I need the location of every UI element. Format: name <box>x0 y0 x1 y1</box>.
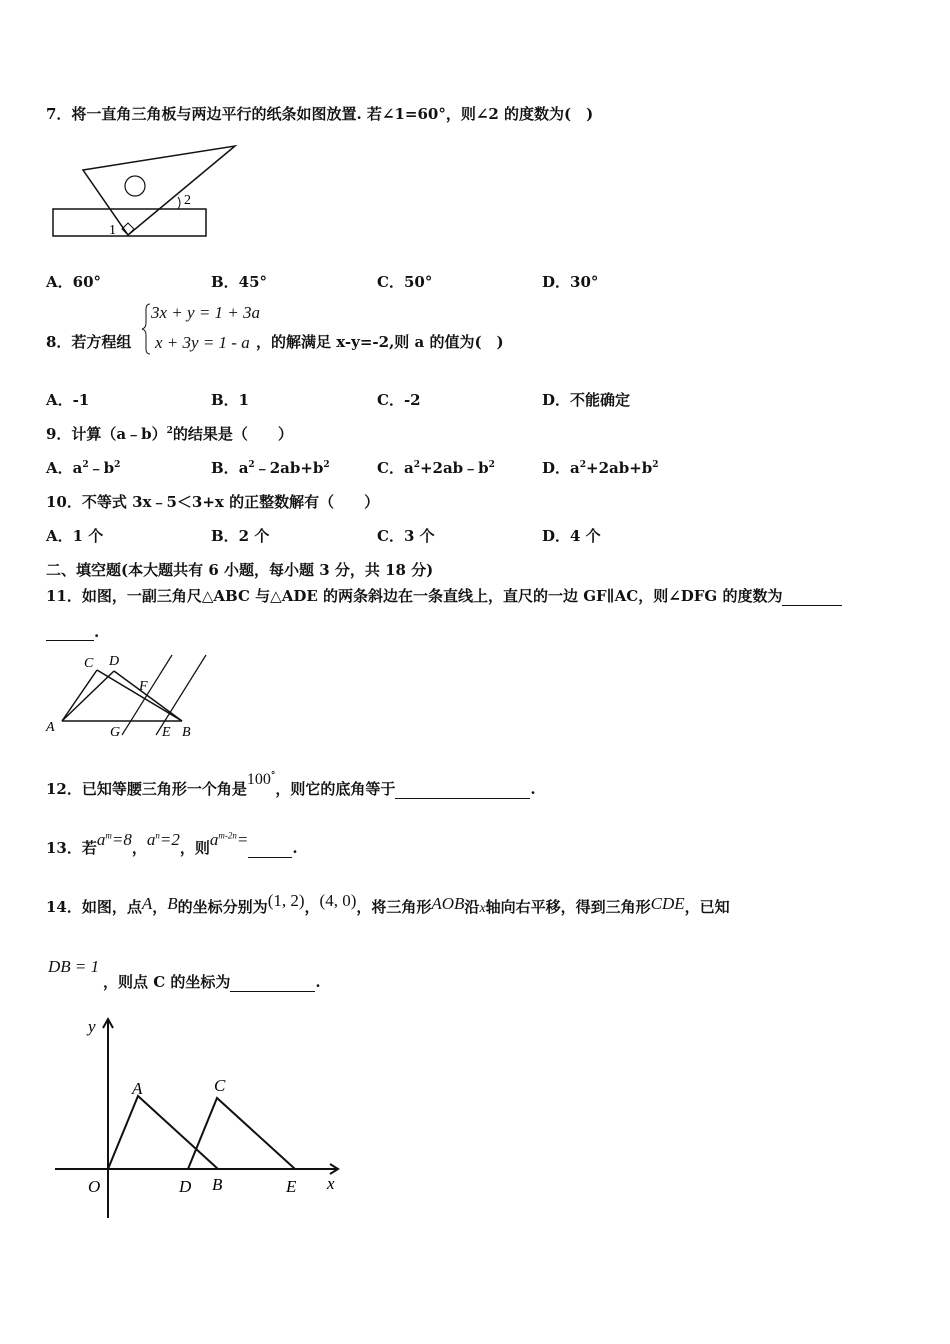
q11-label-c: C <box>84 656 94 671</box>
q7-option-b: B．45° <box>211 273 268 291</box>
q14-label-a: A <box>132 1079 143 1098</box>
q8-equation-1: 3x + y = 1 + 3a <box>151 303 261 322</box>
q11-label-f: F <box>139 679 148 694</box>
q14-answer-blank[interactable] <box>230 973 315 992</box>
q11-label-a: A <box>46 720 55 735</box>
q14-label-x: x <box>327 1174 335 1193</box>
q9-option-b: B．$a^2﹣2ab+b^2$ <box>211 459 330 477</box>
q10-option-a: A．1 个 <box>46 527 104 545</box>
q14-label-e: E <box>286 1177 297 1196</box>
q12-text: 12．已知等腰三角形一个角是100°，则它的底角等于 . <box>46 771 536 798</box>
q8-option-d: D．不能确定 <box>542 391 631 409</box>
q7-label-2: 2 <box>184 193 191 208</box>
q13-answer-blank[interactable] <box>248 839 292 858</box>
angle-2-arc <box>178 197 180 209</box>
q11-label-g: G <box>110 725 121 740</box>
section-2-heading: 二、填空题(本大题共有 6 小题，每小题 3 分，共 18 分) <box>46 561 434 579</box>
q8-option-c: C．-2 <box>377 391 421 409</box>
q7-option-a: A．60° <box>46 273 102 291</box>
q8-suffix: ，的解满足 x-y=-2,则 a 的值为( ) <box>256 333 504 351</box>
q14-label-c: C <box>214 1076 226 1095</box>
q13-eq2-base: a <box>146 830 156 849</box>
q10-option-d: D．4 个 <box>542 527 601 545</box>
q10-text: 10．不等式 3x﹣5＜3+x 的正整数解有（ ） <box>46 493 380 511</box>
q14-label-d: D <box>179 1177 192 1196</box>
q14-figure <box>50 1012 350 1227</box>
q8-equation-2: x + 3y = 1 - a <box>155 333 250 352</box>
q8-option-a: A．-1 <box>46 391 90 409</box>
q7-option-c: C．50° <box>377 273 433 291</box>
q11-label-d: D <box>109 654 120 669</box>
q11-figure <box>44 650 214 745</box>
q9-option-d: D．$a^2+2ab+b^2$ <box>542 459 659 477</box>
q11-continuation: . <box>46 622 99 641</box>
q13-text: 13．若$a^m=8$，$a^n=2$，则$a^{m-2n}=$ . <box>46 830 298 857</box>
q7-text: 7．将一直角三角板与两边平行的纸条如图放置. 若∠1=60°，则∠2 的度数为( ) <box>46 105 594 123</box>
q7-figure <box>50 143 240 243</box>
q12-answer-blank[interactable] <box>395 780 530 799</box>
q11-answer-blank-1[interactable] <box>782 587 842 606</box>
q14-text: 14．如图，点A，B的坐标分别为(1, 2)，(4, 0)，将三角形AOB沿x轴向右平移，得到三角形CDE，已知 <box>46 891 730 916</box>
q14-label-o: O <box>88 1177 101 1196</box>
q11-label-e: E <box>162 725 171 740</box>
q8-option-b: B．1 <box>211 391 250 409</box>
q12-angle: 100 <box>246 771 271 788</box>
q14-label-b: B <box>212 1175 223 1194</box>
q8-prefix: 8．若方程组 <box>46 333 132 351</box>
q13-eq1-base: a <box>96 830 106 849</box>
q14-line2: ，则点 C 的坐标为 . <box>103 973 321 991</box>
triangle-aob <box>108 1096 218 1169</box>
paper-strip <box>53 209 206 236</box>
q14-coord-b: (4, 0) <box>319 891 357 910</box>
q10-option-b: B．2 个 <box>211 527 270 545</box>
q14-label-y: y <box>88 1017 96 1036</box>
set-square-hole <box>125 176 145 196</box>
q8-brace <box>141 303 151 355</box>
q9-text: 9．计算（a﹣b）$^2$的结果是（ ） <box>46 425 293 443</box>
q14-coord-a: (1, 2) <box>267 891 305 910</box>
q11-text: 11．如图，一副三角尺△ABC 与△ADE 的两条斜边在一条直线上，直尺的一边 GF∥AC，则∠DFG 的度数为 <box>46 585 842 606</box>
q7-label-1: 1 <box>109 223 116 238</box>
q7-option-d: D．30° <box>542 273 599 291</box>
q14-db-equation: DB = 1 <box>48 957 100 976</box>
triangle-cde <box>188 1098 295 1169</box>
q9-option-a: A．$a^2﹣b^2$ <box>46 459 121 477</box>
q11-label-b: B <box>182 725 191 740</box>
q10-option-c: C．3 个 <box>377 527 435 545</box>
q11-answer-blank-2[interactable] <box>46 622 94 641</box>
q13-eq3-base: a <box>209 830 219 849</box>
q9-option-c: C．$a^2+2ab﹣b^2$ <box>377 459 495 477</box>
set-square <box>83 146 235 235</box>
